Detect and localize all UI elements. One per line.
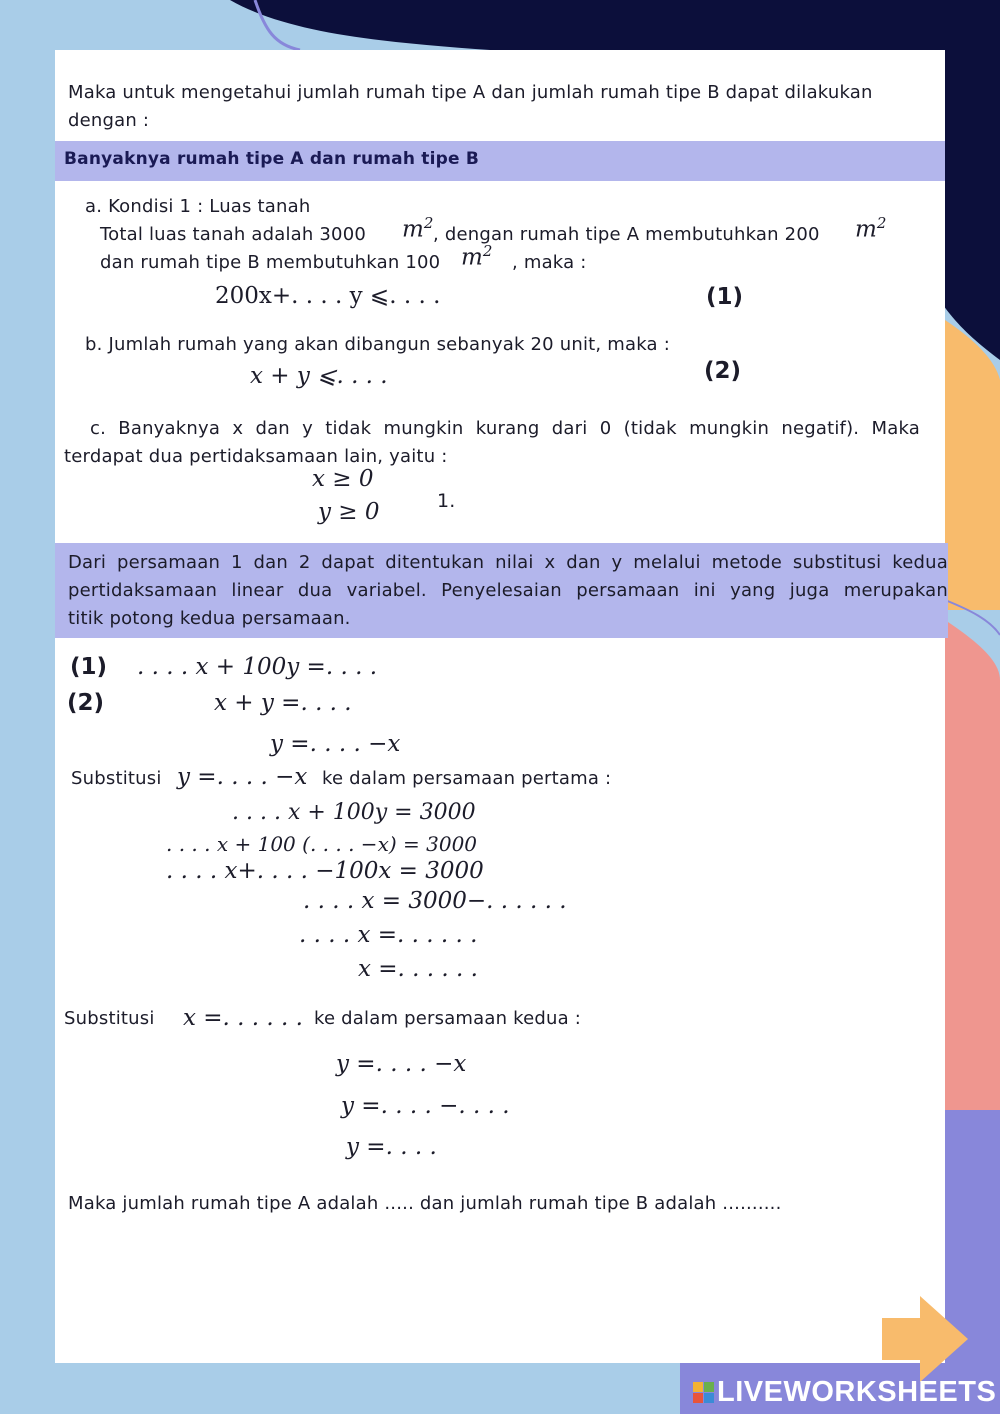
logo-badge-icon [693, 1382, 714, 1403]
step-2: . . . . x + 100 (. . . . −x) = 3000 [166, 832, 478, 856]
nonneg-label: 1. [437, 490, 456, 512]
step2-1: y =. . . . −x [336, 1051, 467, 1077]
step-3: . . . . x+. . . . −100x = 3000 [166, 858, 484, 884]
part-c-line-1: c. Banyaknya x dan y tidak mungkin kurang dari 0 (tidak mungkin negatif). Maka [90, 418, 920, 439]
section-title: Banyaknya rumah tipe A dan rumah tipe B [64, 149, 479, 169]
intro-line-1: Maka untuk mengetahui jumlah rumah tipe A dan jumlah rumah tipe B dapat dilakukan [68, 82, 873, 103]
equation-label-1: (1) [706, 284, 744, 310]
unit-m2-c: $m^2$ [461, 242, 493, 271]
part-a-line-2-end: , maka : [512, 252, 587, 273]
part-a-line-2-start: dan rumah tipe B membutuhkan 100 [100, 252, 441, 273]
part-b-text: b. Jumlah rumah yang akan dibangun sebanyak 20 unit, maka : [85, 334, 670, 355]
unit-m2-a: $m^2$ [402, 214, 434, 243]
solution-eq-1: . . . . x + 100y =. . . . [137, 654, 378, 680]
solution-label-2: (2) [67, 690, 105, 716]
step2-2: y =. . . . −. . . . [341, 1093, 510, 1119]
equation-label-2: (2) [704, 358, 742, 384]
step-1: . . . . x + 100y = 3000 [232, 800, 476, 825]
solution-eq-2: x + y =. . . . [214, 690, 352, 716]
nonneg-x: x ≥ 0 [312, 466, 374, 492]
step-6: x =. . . . . . [358, 956, 478, 982]
info-line-1: Dari persamaan 1 dan 2 dapat ditentukan nilai x dan y melalui metode substitusi kedua [68, 552, 948, 573]
step2-3: y =. . . . [346, 1134, 437, 1160]
logo-text: LIVEWORKSHEETS [717, 1375, 997, 1408]
solution-eq-3: y =. . . . −x [270, 731, 401, 757]
substitution-1-suffix: ke dalam persamaan pertama : [322, 768, 612, 789]
nonneg-y: y ≥ 0 [318, 499, 380, 525]
substitution-1-prefix: Substitusi [71, 768, 162, 789]
unit-m2-b: $m^2$ [855, 214, 887, 243]
conclusion-text: Maka jumlah rumah tipe A adalah ..... dan jumlah rumah tipe B adalah .......... [68, 1193, 782, 1214]
info-line-2: pertidaksamaan linear dua variabel. Penyelesaian persamaan ini yang juga merupakan [68, 580, 948, 601]
worksheet-card [55, 50, 945, 1363]
substitution-2-suffix: ke dalam persamaan kedua : [314, 1008, 582, 1029]
arrow-right-icon[interactable] [882, 1296, 970, 1382]
substitution-2-prefix: Substitusi [64, 1008, 155, 1029]
equation-2-inequality: x + y ⩽. . . . [250, 363, 388, 389]
part-c-line-2: terdapat dua pertidaksamaan lain, yaitu : [64, 446, 448, 467]
solution-label-1: (1) [70, 654, 108, 680]
equation-1-inequality: 200x+. . . . y ⩽. . . . [215, 283, 441, 309]
intro-line-2: dengan : [68, 110, 150, 131]
part-a-line-1-start: Total luas tanah adalah 3000 [100, 224, 367, 245]
info-line-3: titik potong kedua persamaan. [68, 608, 351, 629]
liveworksheets-logo[interactable] [693, 1375, 997, 1408]
substitution-2-expression: x =. . . . . . [183, 1005, 303, 1031]
part-a-line-1-mid: , dengan rumah tipe A membutuhkan 200 [433, 224, 820, 245]
part-a-title: a. Kondisi 1 : Luas tanah [85, 196, 311, 217]
step-5: . . . . x =. . . . . . [299, 922, 478, 948]
substitution-1-expression: y =. . . . −x [177, 764, 308, 790]
step-4: . . . . x = 3000−. . . . . . [303, 888, 567, 914]
